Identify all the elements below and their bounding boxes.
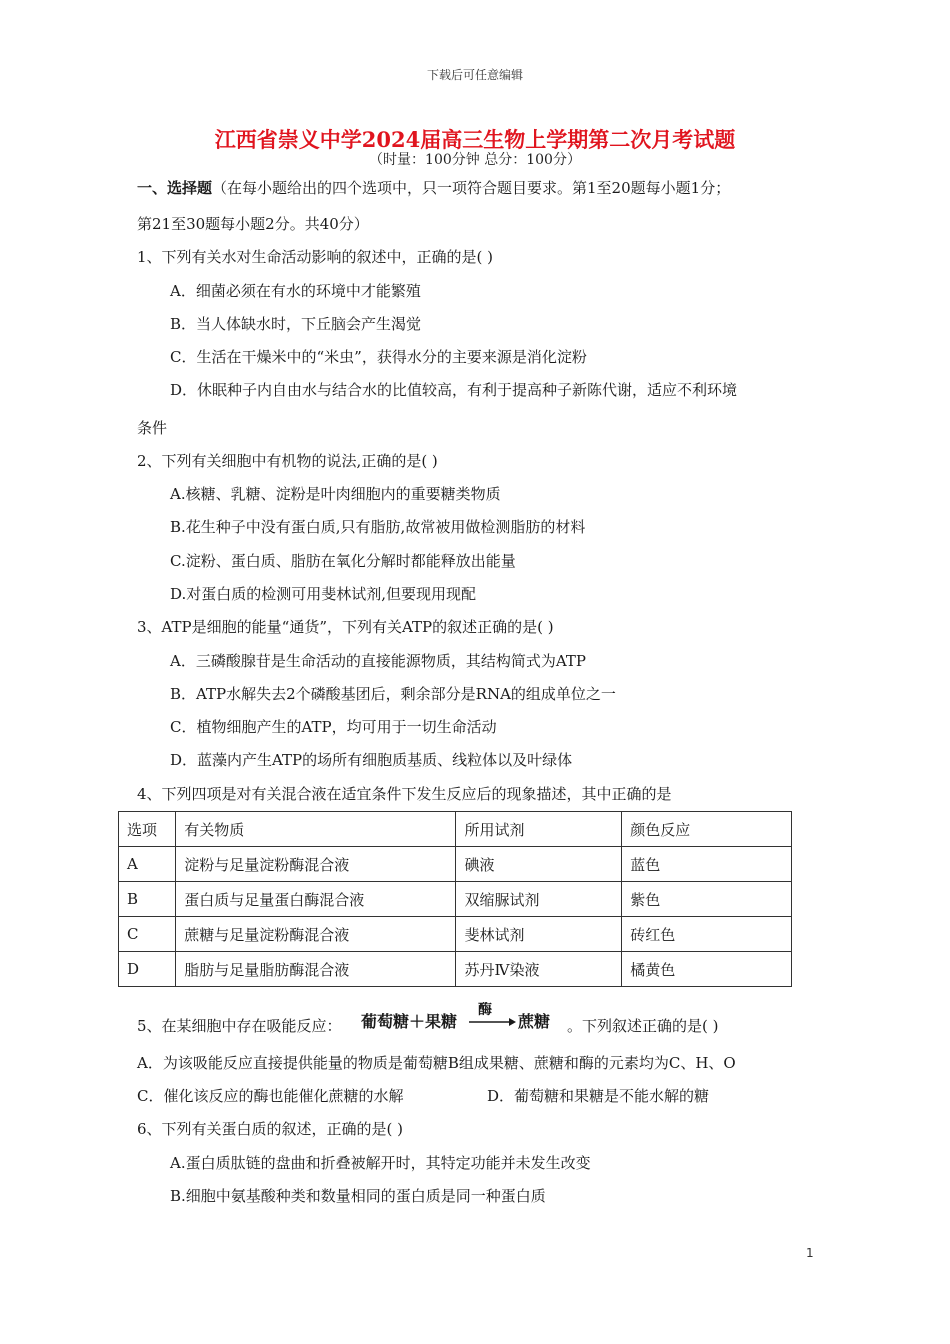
- question-1-option-d: D．休眠种子内自由水与结合水的比值较高，有利于提高种子新陈代谢，适应不利环境: [170, 381, 738, 399]
- question-5-stem-end: 。下列叙述正确的是( ): [567, 1017, 719, 1035]
- table-cell: B: [119, 882, 176, 917]
- table-cell: 紫色: [622, 882, 792, 917]
- table-cell: 淀粉与足量淀粉酶混合液: [176, 847, 456, 882]
- reaction-enzyme-label: 酶: [478, 1002, 492, 1018]
- table-header-cell: 所用试剂: [456, 812, 622, 847]
- question-5-stem-start: 5、在某细胞中存在吸能反应：: [137, 1017, 342, 1035]
- reaction-equation: [361, 1002, 571, 1032]
- question-2-option-a: A.核糖、乳糖、淀粉是叶肉细胞内的重要糖类物质: [170, 485, 501, 503]
- question-1-option-b: B．当人体缺水时，下丘脑会产生渴觉: [170, 315, 422, 333]
- question-1-option-c: C．生活在干燥米中的“米虫”，获得水分的主要来源是消化淀粉: [170, 348, 587, 366]
- question-2-option-c: C.淀粉、蛋白质、脂肪在氧化分解时都能释放出能量: [170, 552, 516, 570]
- page-number: 1: [806, 1246, 814, 1260]
- question-6-option-b: B.细胞中氨基酸种类和数量相同的蛋白质是同一种蛋白质: [170, 1187, 546, 1205]
- page-title: 江西省崇义中学2024届高三生物上学期第二次月考试题: [214, 127, 736, 152]
- reaction-arrow-icon: [509, 1018, 516, 1026]
- table-header-cell: 颜色反应: [622, 812, 792, 847]
- table-cell: A: [119, 847, 176, 882]
- section-instructions: [137, 178, 730, 198]
- section-instructions-line1: （在每小题给出的四个选项中，只一项符合题目要求。第1至20题每小题1分；: [212, 179, 731, 197]
- question-3-option-d: D．蓝藻内产生ATP的场所有细胞质基质、线粒体以及叶绿体: [170, 751, 573, 769]
- question-1-stem: 1、下列有关水对生命活动影响的叙述中，正确的是( ): [137, 248, 494, 266]
- table-row: [119, 952, 792, 987]
- table-row: [119, 917, 792, 952]
- question-4-stem: 4、下列四项是对有关混合液在适宜条件下发生反应后的现象描述，其中正确的是: [137, 785, 672, 803]
- question-3-option-a: A．三磷酸腺苷是生命活动的直接能源物质，其结构简式为ATP: [170, 652, 586, 670]
- table-cell: 蓝色: [622, 847, 792, 882]
- table-cell: 苏丹Ⅳ染液: [456, 952, 622, 987]
- question-5-option-c: C．催化该反应的酶也能催化蔗糖的水解: [137, 1087, 404, 1105]
- table-cell: D: [119, 952, 176, 987]
- question-5-option-d: D．葡萄糖和果糖是不能水解的糖: [487, 1087, 710, 1105]
- table-cell: 橘黄色: [622, 952, 792, 987]
- question-3-option-c: C．植物细胞产生的ATP，均可用于一切生命活动: [170, 718, 497, 736]
- table-cell: C: [119, 917, 176, 952]
- question-2-option-d: D.对蛋白质的检测可用斐林试剂,但要现用现配: [170, 585, 477, 603]
- table-cell: 蔗糖与足量淀粉酶混合液: [176, 917, 456, 952]
- table-cell: 双缩脲试剂: [456, 882, 622, 917]
- question-2-stem: 2、下列有关细胞中有机物的说法,正确的是( ): [137, 452, 438, 470]
- question-6-stem: 6、下列有关蛋白质的叙述，正确的是( ): [137, 1120, 404, 1138]
- table-header-cell: 选项: [119, 812, 176, 847]
- reaction-product: 蔗糖: [518, 1012, 551, 1031]
- question-3-stem: 3、ATP是细胞的能量“通货”，下列有关ATP的叙述正确的是( ): [137, 618, 554, 636]
- table-cell: 斐林试剂: [456, 917, 622, 952]
- table-cell: 碘液: [456, 847, 622, 882]
- question-3-option-b: B．ATP水解失去2个磷酸基团后，剩余部分是RNA的组成单位之一: [170, 685, 616, 703]
- table-cell: 砖红色: [622, 917, 792, 952]
- question-5-option-a-b: A．为该吸能反应直接提供能量的物质是葡萄糖B组成果糖、蔗糖和酶的元素均为C、H、O: [137, 1054, 736, 1072]
- table-cell: 脂肪与足量脂肪酶混合液: [176, 952, 456, 987]
- table-row: [119, 847, 792, 882]
- question-6-option-a: A.蛋白质肽链的盘曲和折叠被解开时，其特定功能并未发生改变: [170, 1154, 591, 1172]
- table-header-cell: 有关物质: [176, 812, 456, 847]
- table-cell: 蛋白质与足量蛋白酶混合液: [176, 882, 456, 917]
- exam-subtitle: （时量：100分钟 总分：100分）: [369, 152, 581, 168]
- question-1-option-d-continued: 条件: [137, 419, 168, 437]
- reaction-table: [118, 811, 792, 987]
- section-instructions-line2: 第21至30题每小题2分。共40分）: [137, 215, 369, 233]
- section-heading: 一、选择题: [137, 179, 213, 197]
- question-1-option-a: A．细菌必须在有水的环境中才能繁殖: [170, 282, 421, 300]
- table-header-row: [119, 812, 792, 847]
- table-row: [119, 882, 792, 917]
- question-2-option-b: B.花生种子中没有蛋白质,只有脂肪,故常被用做检测脂肪的材料: [170, 518, 586, 536]
- reaction-reactants: 葡萄糖＋果糖: [361, 1012, 458, 1031]
- header-note: 下载后可任意编辑: [426, 68, 523, 82]
